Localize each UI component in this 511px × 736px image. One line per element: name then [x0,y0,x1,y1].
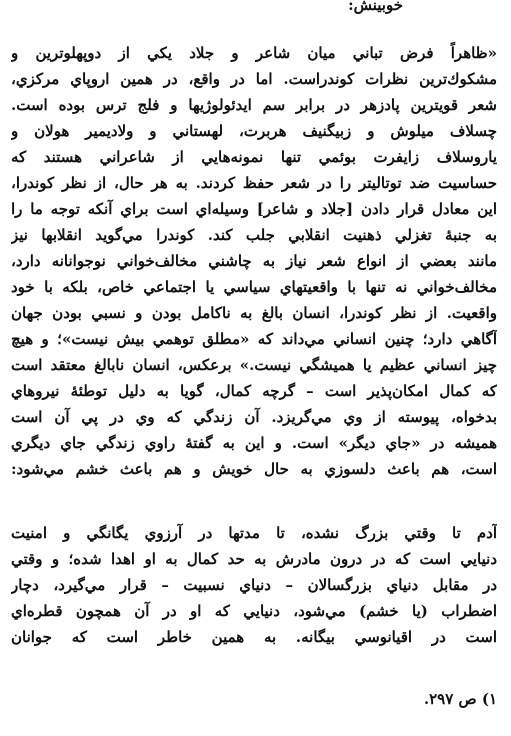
text-line: مانند بعضي از انواع شعر نياز به چاشني مخالف‌خواني نوجوانانه دارد، [11,252,497,270]
text-line: است، هم باعث دلسوزي به حال خويش و هم باعث خشم مي‌شود: [11,460,497,478]
text-line: چيز انساني عظيم يا هميشگي نيست.» برعكس، انسان نابالغ معتقد است [11,356,497,374]
text-line: مخالف‌خواني نه تنها با واقعيتهاي سياسي يا اجتماعي خاص، بلكه با خود [11,278,497,296]
quote-line: است در اقيانوسي بيگانه. به همين خاطر است كه جوانان [11,628,497,646]
quote-line: در مقابل دنياي بزرگسالان – دنياي نسبيت – قرار مي‌گيرد، دچار [11,576,497,594]
text-line: هميشه در «جاي ديگر» است. و اين به گفتهٔ راوي زندگي جاي ديگري [11,434,497,452]
text-line: كه كمال امكان‌پذير است – گرچه كمال، گويا به دليل توطئهٔ نيروهاي [11,382,497,400]
text-line: چسلاف ميلوش و زبيگنيف هربرت، لهستاني و ولاديمير هولان و [11,122,497,140]
quote-line: دنيايي است كه در درون مادرش به حد كمال به او اهدا شده؛ و وقتي [11,550,497,568]
quote-line: آدم تا وقتي بزرگ نشده، تا مدتها در آرزوي يگانگي و امنيت [11,524,497,542]
text-line: بدخواه، پيوسته از وي مي‌گريزد. آن زندگي كه وي در پي آن است [11,408,497,426]
text-line: شعر قويترين پادزهر در برابر سم ايدئولوژيها و فلج ترس بوده است. [11,96,497,114]
footnote: ١) ص ٢٩٧. [423,690,497,708]
text-line: اين معادل قرار دادن [جلاد و شاعر] وسيله‌اي است براي آنكه توجه ما را [11,200,497,218]
quote-line: اضطراب (يا خشم) مي‌شود، دنيايي كه او در آن همچون قطره‌اي [11,602,497,620]
text-line: حساسيت ضد توتاليتر را در شعر حفظ كردند. به هر حال، از نظر كوندرا، [11,174,497,192]
text-line: ياروسلاف زايفرت بوئمي تنها نمونه‌هايي از شاعراني هستند كه [11,148,497,166]
text-line: «ظاهراً فرض تباني ميان شاعر و جلاد يكي از دوپهلوترين و [11,44,497,62]
text-line: آگاهي دارد؛ چنين انساني مي‌داند كه «مطلق توهمي بيش نيست»؛ و هيچ [11,330,497,348]
text-line: واقعيت. از نظر كوندرا، انسان بالغ به ناكامل بودن و نسبي بودن جهان [11,304,497,322]
text-line: به جنبهٔ تغزلي ذهنيت انقلابي جلب كند. كوندرا مي‌گويد انقلابها نيز [11,226,497,244]
text-line: مشكوك‌ترين نظرات كوندراست. اما در واقع، در همين اروپاي مركزي، [11,70,497,88]
previous-paragraph-fragment: خوبینش: [348,0,403,14]
